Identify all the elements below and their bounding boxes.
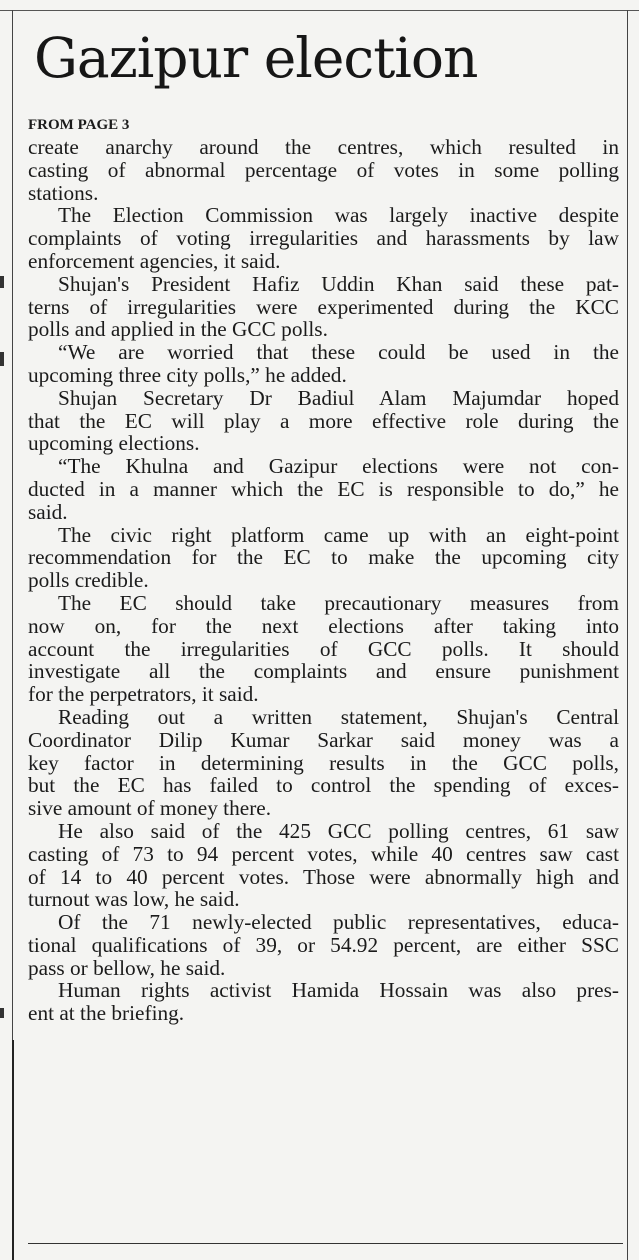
text-line: stations.	[28, 180, 99, 205]
text-line: terns of irregularities were experimented during the KCC	[28, 294, 619, 319]
text-line: casting of abnormal percentage of votes in some polling	[28, 157, 619, 182]
text-line: ent at the briefing.	[28, 1001, 185, 1026]
text-line: said.	[28, 499, 68, 524]
text-line: The EC should take precautionary measures from	[58, 590, 619, 615]
text-line: now on, for the next elections after taking into	[28, 613, 619, 638]
adjacent-column-mark	[0, 276, 4, 288]
article-paragraph	[28, 387, 619, 455]
article-paragraph	[28, 706, 619, 820]
text-line: The civic right platform came up with an eight-point	[58, 522, 619, 547]
text-line: investigate all the complaints and ensure punishment	[28, 659, 619, 684]
text-line: account the irregularities of GCC polls. It should	[28, 636, 619, 661]
right-column-rule	[627, 10, 628, 1260]
text-line: “We are worried that these could be used in the	[58, 340, 619, 365]
top-rule	[0, 10, 639, 11]
text-line: He also said of the 425 GCC polling centres, 61 saw	[58, 818, 619, 843]
left-column-rule-lower	[12, 1040, 14, 1260]
text-line: enforcement agencies, it said.	[28, 248, 281, 273]
adjacent-column-mark	[0, 352, 4, 366]
text-line: upcoming three city polls,” he added.	[28, 362, 347, 387]
article-paragraph	[28, 820, 619, 911]
article-paragraph	[28, 979, 619, 1025]
text-line: recommendation for the EC to make the upcoming city	[28, 545, 619, 570]
text-line: Human rights activist Hamida Hossain was also pres-	[58, 978, 619, 1003]
text-line: for the perpetrators, it said.	[28, 682, 259, 707]
article-body	[28, 136, 619, 1025]
text-line: that the EC will play a more effective role during the	[28, 408, 619, 433]
text-line: Of the 71 newly-elected public representatives, educa-	[58, 910, 619, 935]
article-paragraph	[28, 341, 619, 387]
article-paragraph	[28, 136, 619, 204]
text-line: “The Khulna and Gazipur elections were not con-	[58, 454, 619, 479]
news-article	[28, 22, 619, 1025]
text-line: Coordinator Dilip Kumar Sarkar said money was a	[28, 727, 619, 752]
article-paragraph	[28, 524, 619, 592]
adjacent-column-mark	[0, 1008, 4, 1018]
article-paragraph	[28, 592, 619, 706]
text-line: Reading out a written statement, Shujan's Central	[58, 704, 619, 729]
left-column-rule	[12, 10, 13, 1050]
text-line: but the EC has failed to control the spending of exces-	[28, 773, 619, 798]
article-paragraph	[28, 273, 619, 341]
article-paragraph	[28, 911, 619, 979]
text-line: key factor in determining results in the GCC polls,	[28, 750, 619, 775]
text-line: pass or bellow, he said.	[28, 955, 226, 980]
text-line: The Election Commission was largely inactive despite	[58, 203, 619, 228]
text-line: of 14 to 40 percent votes. Those were abnormally high and	[28, 864, 619, 889]
continued-from-label: FROM PAGE 3	[28, 117, 130, 133]
text-line: create anarchy around the centres, which resulted in	[28, 135, 619, 159]
text-line: Shujan's President Hafiz Uddin Khan said these pat-	[58, 271, 619, 296]
text-line: sive amount of money there.	[28, 796, 272, 821]
text-line: complaints of voting irregularities and harassments by law	[28, 226, 619, 251]
text-line: upcoming elections.	[28, 431, 200, 456]
article-paragraph	[28, 204, 619, 272]
text-line: tional qualifications of 39, or 54.92 percent, are either SSC	[28, 932, 619, 957]
text-line: turnout was low, he said.	[28, 887, 240, 912]
text-line: ducted in a manner which the EC is responsible to do,” he	[28, 476, 619, 501]
article-paragraph	[28, 455, 619, 523]
text-line: casting of 73 to 94 percent votes, while 40 centres saw cast	[28, 841, 619, 866]
text-line: Shujan Secretary Dr Badiul Alam Majumdar hoped	[58, 385, 619, 410]
text-line: polls credible.	[28, 568, 149, 593]
bottom-rule	[28, 1243, 623, 1244]
text-line: polls and applied in the GCC polls.	[28, 317, 328, 342]
headline: Gazipur election	[34, 26, 478, 90]
